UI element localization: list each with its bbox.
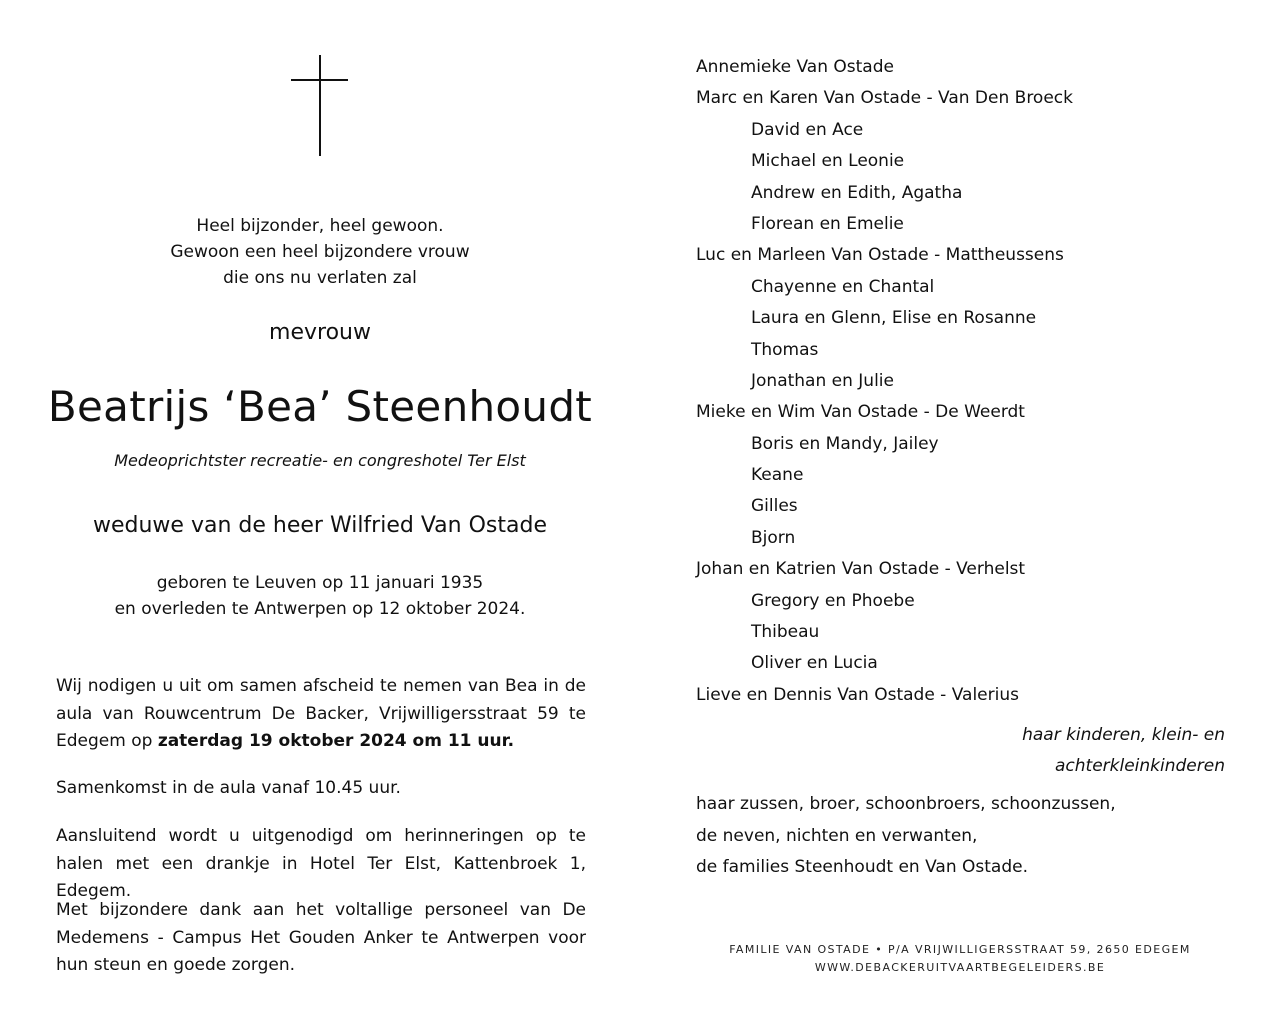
gathering-paragraph: Samenkomst in de aula vanaf 10.45 uur. bbox=[56, 778, 401, 798]
life-dates bbox=[40, 570, 600, 622]
grandchild-entry: Bjorn bbox=[751, 527, 796, 548]
deceased-name: Beatrijs ‘Bea’ Steenhoudt bbox=[47, 382, 593, 431]
grandchild-entry: Oliver en Lucia bbox=[751, 653, 878, 674]
children-caption bbox=[1022, 720, 1225, 782]
grandchild-entry: Andrew en Edith, Agatha bbox=[751, 182, 963, 203]
ceremony-datetime: zaterdag 19 oktober 2024 om 11 uur. bbox=[157, 731, 515, 751]
child-entry: Marc en Karen Van Ostade - Van Den Broeck bbox=[696, 88, 1073, 109]
grandchild-entry: Florean en Emelie bbox=[751, 213, 904, 234]
deceased-subtitle: Medeoprichtster recreatie- en congreshotel Ter Elst bbox=[114, 451, 526, 470]
poem-line: die ons nu verlaten zal bbox=[223, 268, 417, 288]
widow-line: weduwe van de heer Wilfried Van Ostade bbox=[93, 513, 547, 538]
grandchild-entry: Thomas bbox=[751, 339, 819, 360]
birth-line: geboren te Leuven op 11 januari 1935 bbox=[156, 573, 484, 593]
footer-website[interactable]: WWW.DEBACKERUITVAARTBEGELEIDERS.BE bbox=[814, 961, 1106, 974]
caption-line: haar kinderen, klein- en bbox=[1022, 725, 1225, 745]
grandchild-entry: Laura en Glenn, Elise en Rosanne bbox=[751, 308, 1037, 329]
relatives-list bbox=[696, 789, 1116, 884]
poem-line: Heel bijzonder, heel gewoon. bbox=[196, 216, 444, 236]
grandchild-entry: Boris en Mandy, Jailey bbox=[751, 433, 939, 454]
grandchild-entry: David en Ace bbox=[751, 119, 864, 140]
child-entry: Annemieke Van Ostade bbox=[696, 57, 894, 77]
child-entry: Johan en Katrien Van Ostade - Verhelst bbox=[696, 559, 1026, 580]
relatives-line: de neven, nichten en verwanten, bbox=[696, 825, 978, 846]
poem bbox=[100, 213, 540, 291]
grandchild-entry: Thibeau bbox=[751, 622, 820, 643]
grandchild-entry: Gregory en Phoebe bbox=[751, 590, 915, 611]
death-line: en overleden te Antwerpen op 12 oktober 2024. bbox=[114, 599, 526, 619]
poem-line: Gewoon een heel bijzondere vrouw bbox=[170, 242, 470, 262]
title-word: mevrouw bbox=[269, 320, 371, 345]
caption-line: achterkleinkinderen bbox=[1055, 756, 1225, 776]
thanks-paragraph: Met bijzondere dank aan het voltallige personeel van De Medemens - Campus Het Gouden Anker te Antwerpen voor hun steun en goede zorgen. bbox=[56, 900, 586, 975]
invitation-paragraph bbox=[56, 673, 586, 756]
child-entry: Mieke en Wim Van Ostade - De Weerdt bbox=[696, 402, 1025, 423]
grandchild-entry: Michael en Leonie bbox=[751, 151, 905, 172]
invitation-text: Wij nodigen u uit om samen afscheid te nemen van Bea in de aula van Rouwcentrum De Backer, Vrijwilligersstraat 59 te Edegem op bbox=[56, 676, 586, 751]
reception-paragraph: Aansluitend wordt u uitgenodigd om herinneringen op te halen met een drankje in Hotel Ter Elst, Kattenbroek 1, Edegem. bbox=[56, 826, 586, 901]
footer-address: FAMILIE VAN OSTADE • P/A VRIJWILLIGERSSTRAAT 59, 2650 EDEGEM bbox=[729, 943, 1191, 956]
relatives-line: de families Steenhoudt en Van Ostade. bbox=[696, 857, 1028, 877]
child-entry: Lieve en Dennis Van Ostade - Valerius bbox=[696, 684, 1019, 705]
relatives-line: haar zussen, broer, schoonbroers, schoonzussen, bbox=[696, 794, 1116, 814]
footer bbox=[700, 941, 1220, 977]
grandchild-entry: Jonathan en Julie bbox=[751, 370, 894, 391]
cross-icon bbox=[291, 55, 348, 156]
grandchild-entry: Chayenne en Chantal bbox=[751, 276, 935, 297]
grandchild-entry: Keane bbox=[751, 465, 804, 486]
family-list bbox=[696, 52, 1236, 711]
grandchild-entry: Gilles bbox=[751, 496, 798, 517]
child-entry: Luc en Marleen Van Ostade - Mattheussens bbox=[696, 245, 1064, 266]
